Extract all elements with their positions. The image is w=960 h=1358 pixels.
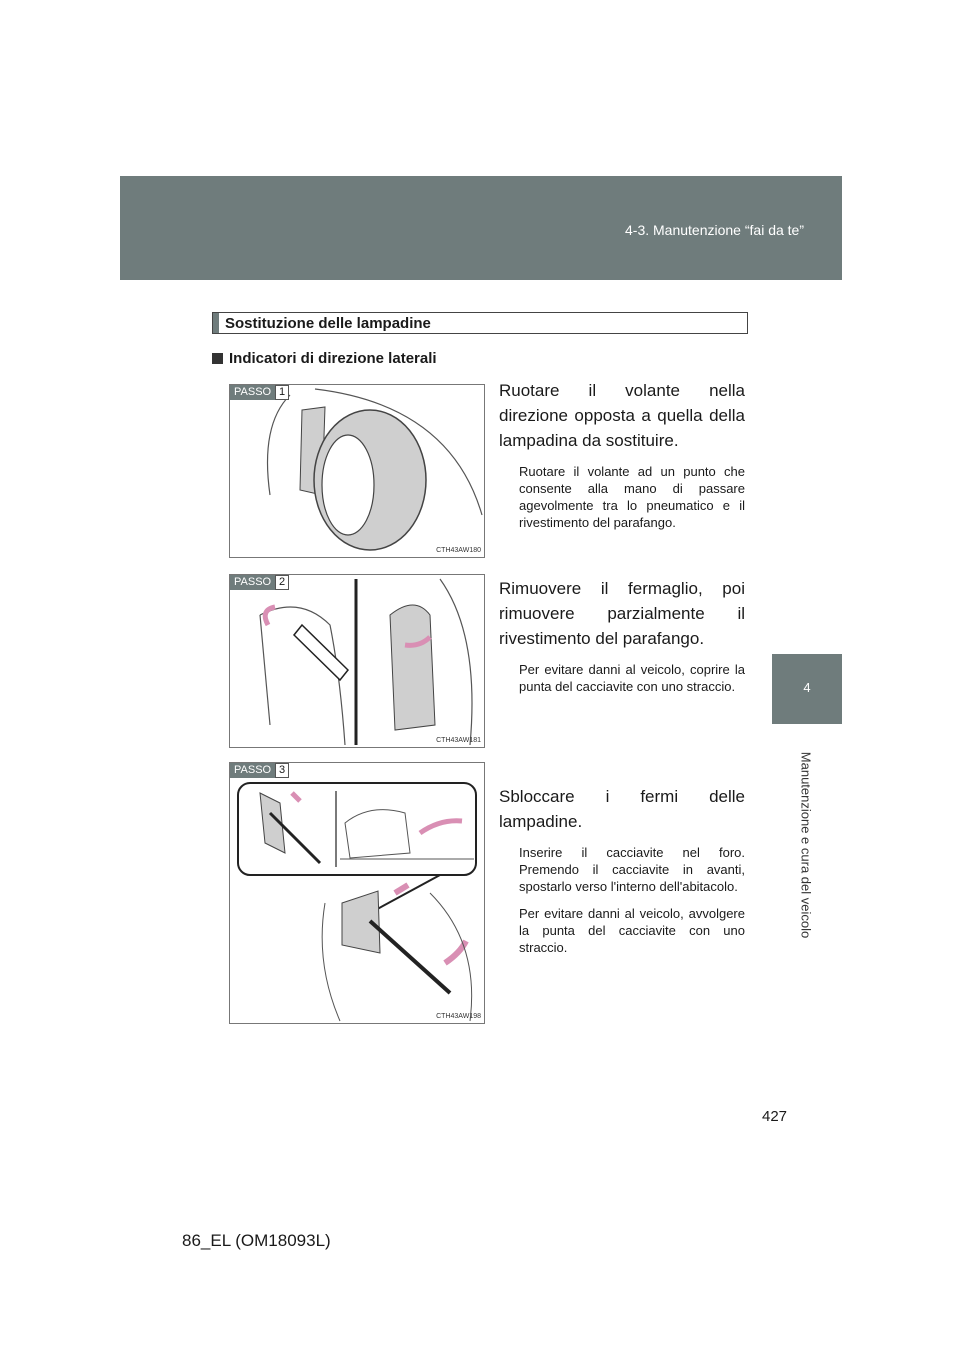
square-bullet-icon bbox=[212, 353, 223, 364]
step-3-note-2: Per evitare danni al veicolo, avvolgere la punta del cacciavite con uno straccio. bbox=[519, 906, 745, 955]
bulb-lock-illustration bbox=[230, 763, 484, 1023]
step-2-note: Per evitare danni al veicolo, coprire la punta del cacciavite con uno straccio. bbox=[519, 662, 745, 694]
subheading bbox=[212, 350, 437, 367]
step-1-figure bbox=[229, 384, 485, 558]
subheading-text: Indicatori di direzione laterali bbox=[229, 350, 437, 367]
step-3-badge: PASSO 3 bbox=[230, 763, 289, 778]
step-1-badge: PASSO 1 bbox=[230, 385, 289, 400]
chapter-tab bbox=[772, 654, 842, 724]
step-2-text bbox=[499, 576, 745, 695]
page-number: 427 bbox=[762, 1108, 788, 1125]
step-1-title: Ruotare il volante nella direzione opposta a quella della lampadina da sostituire. bbox=[499, 381, 745, 450]
fender-liner-illustration bbox=[230, 575, 484, 747]
step-2-figure bbox=[229, 574, 485, 748]
figure-code: CTH43AW181 bbox=[436, 737, 481, 744]
chapter-side-label bbox=[770, 730, 842, 960]
step-3-note-1: Inserire il cacciavite nel foro. Premendo il cacciavite in avanti, spostarlo verso l'interno dell'abitacolo. bbox=[519, 845, 745, 894]
step-3-figure bbox=[229, 762, 485, 1024]
section-title: Sostituzione delle lampadine bbox=[212, 312, 748, 334]
figure-code: CTH43AW180 bbox=[436, 547, 481, 554]
figure-code: CTH43AW198 bbox=[436, 1013, 481, 1020]
step-2-title: Rimuovere il fermaglio, poi rimuovere parzialmente il rivestimento del parafango. bbox=[499, 579, 745, 648]
chapter-number: 4 bbox=[803, 680, 811, 695]
step-1-note: Ruotare il volante ad un punto che consente alla mano di passare agevolmente tra lo pneumatico e il rivestimento del parafango. bbox=[519, 464, 745, 530]
step-3-text bbox=[499, 784, 745, 956]
step-2-badge: PASSO 2 bbox=[230, 575, 289, 590]
step-1-text bbox=[499, 378, 745, 531]
wheel-illustration bbox=[230, 385, 484, 557]
page-header bbox=[120, 176, 842, 280]
chapter-side-label-text: Manutenzione e cura del veicolo bbox=[798, 751, 814, 939]
footer-code: 86_EL (OM18093L) bbox=[182, 1231, 331, 1250]
chapter-title: 4-3. Manutenzione “fai da te” bbox=[625, 222, 804, 238]
step-3-title: Sbloccare i fermi delle lampadine. bbox=[499, 787, 745, 831]
